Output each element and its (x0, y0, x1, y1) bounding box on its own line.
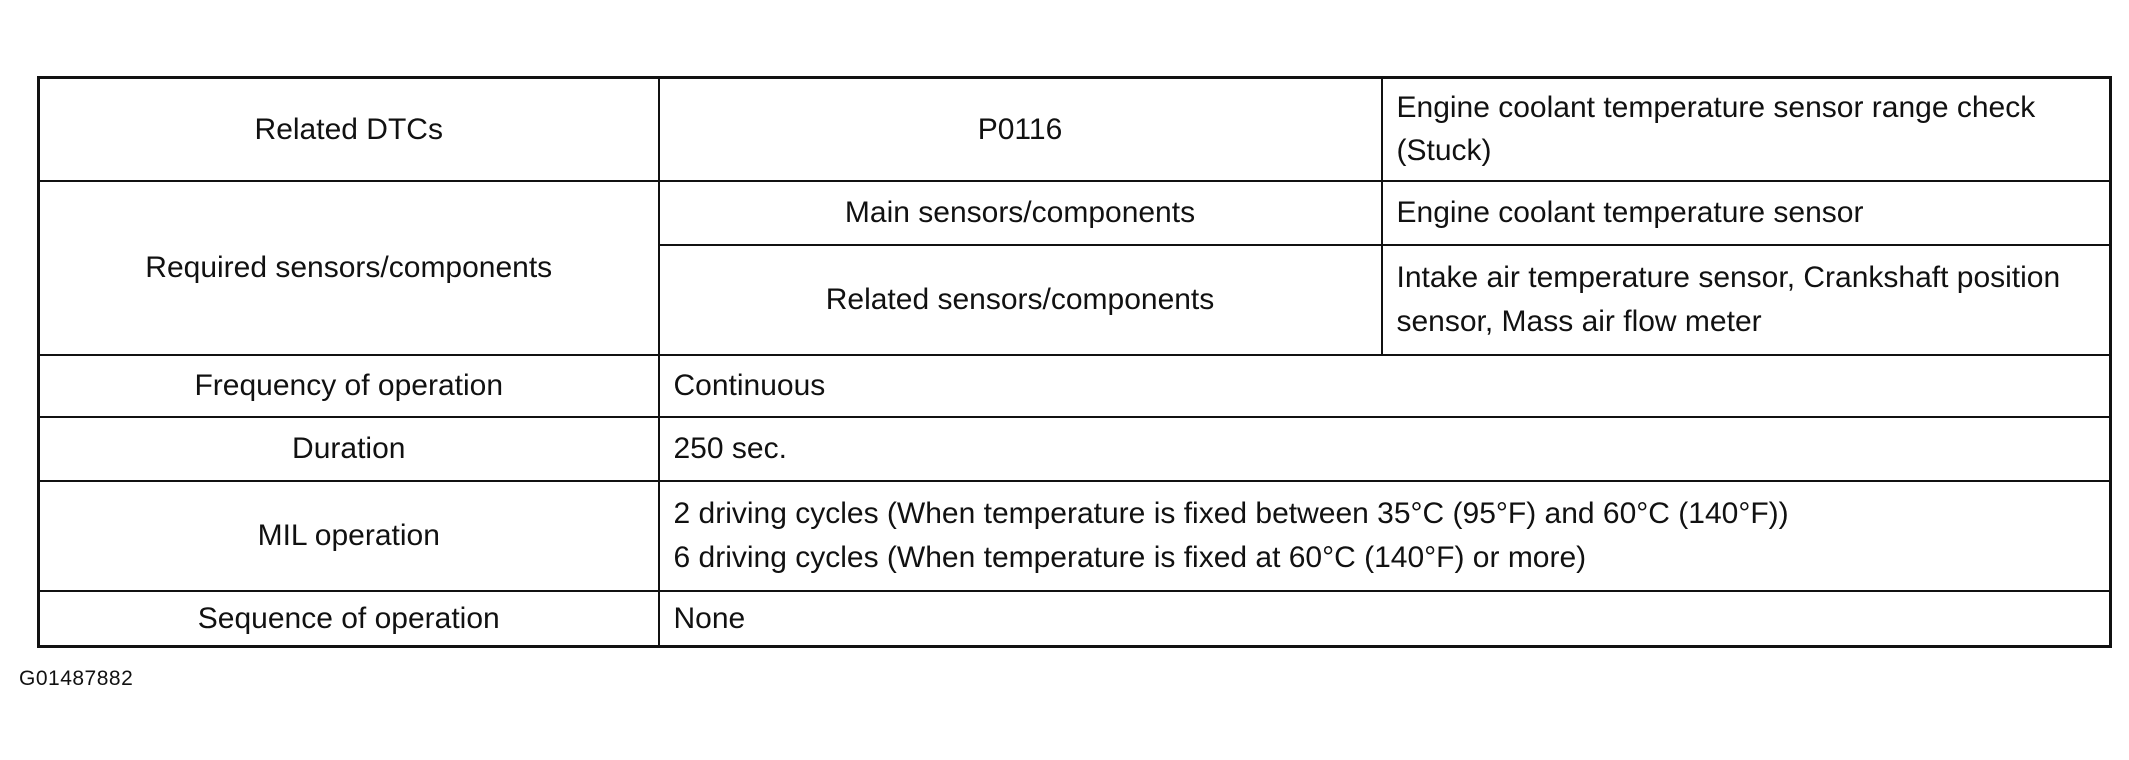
sequence-label: Sequence of operation (39, 591, 659, 647)
sequence-row (39, 591, 2111, 647)
duration-value: 250 sec. (659, 417, 2111, 481)
main-sensors-label: Main sensors/components (659, 181, 1382, 245)
required-sensors-label: Required sensors/components (39, 181, 659, 355)
mil-operation-line-1: 2 driving cycles (When temperature is fixed between 35°C (95°F) and 60°C (140°F)) (673, 497, 1789, 530)
mil-operation-value (659, 481, 2111, 591)
main-sensors-value: Engine coolant temperature sensor (1382, 181, 2111, 245)
duration-row (39, 417, 2111, 481)
related-sensors-value: Intake air temperature sensor, Crankshaft position sensor, Mass air flow meter (1382, 245, 2111, 355)
mil-operation-line-2: 6 driving cycles (When temperature is fixed at 60°C (140°F) or more) (673, 540, 1587, 574)
related-dtcs-label: Related DTCs (39, 78, 659, 181)
mil-operation-label: MIL operation (39, 481, 659, 591)
dtc-code: P0116 (659, 78, 1382, 181)
related-sensors-label: Related sensors/components (659, 245, 1382, 355)
dtc-description: Engine coolant temperature sensor range check (Stuck) (1382, 78, 2111, 181)
frequency-label: Frequency of operation (39, 355, 659, 417)
mil-operation-row (39, 481, 2111, 591)
duration-label: Duration (39, 417, 659, 481)
main-sensors-row (39, 181, 2111, 245)
monitor-spec-table (37, 76, 2112, 648)
sequence-value: None (659, 591, 2111, 647)
frequency-row (39, 355, 2111, 417)
figure-id: G01487882 (19, 667, 134, 690)
frequency-value: Continuous (659, 355, 2111, 417)
related-dtcs-row (39, 78, 2111, 181)
